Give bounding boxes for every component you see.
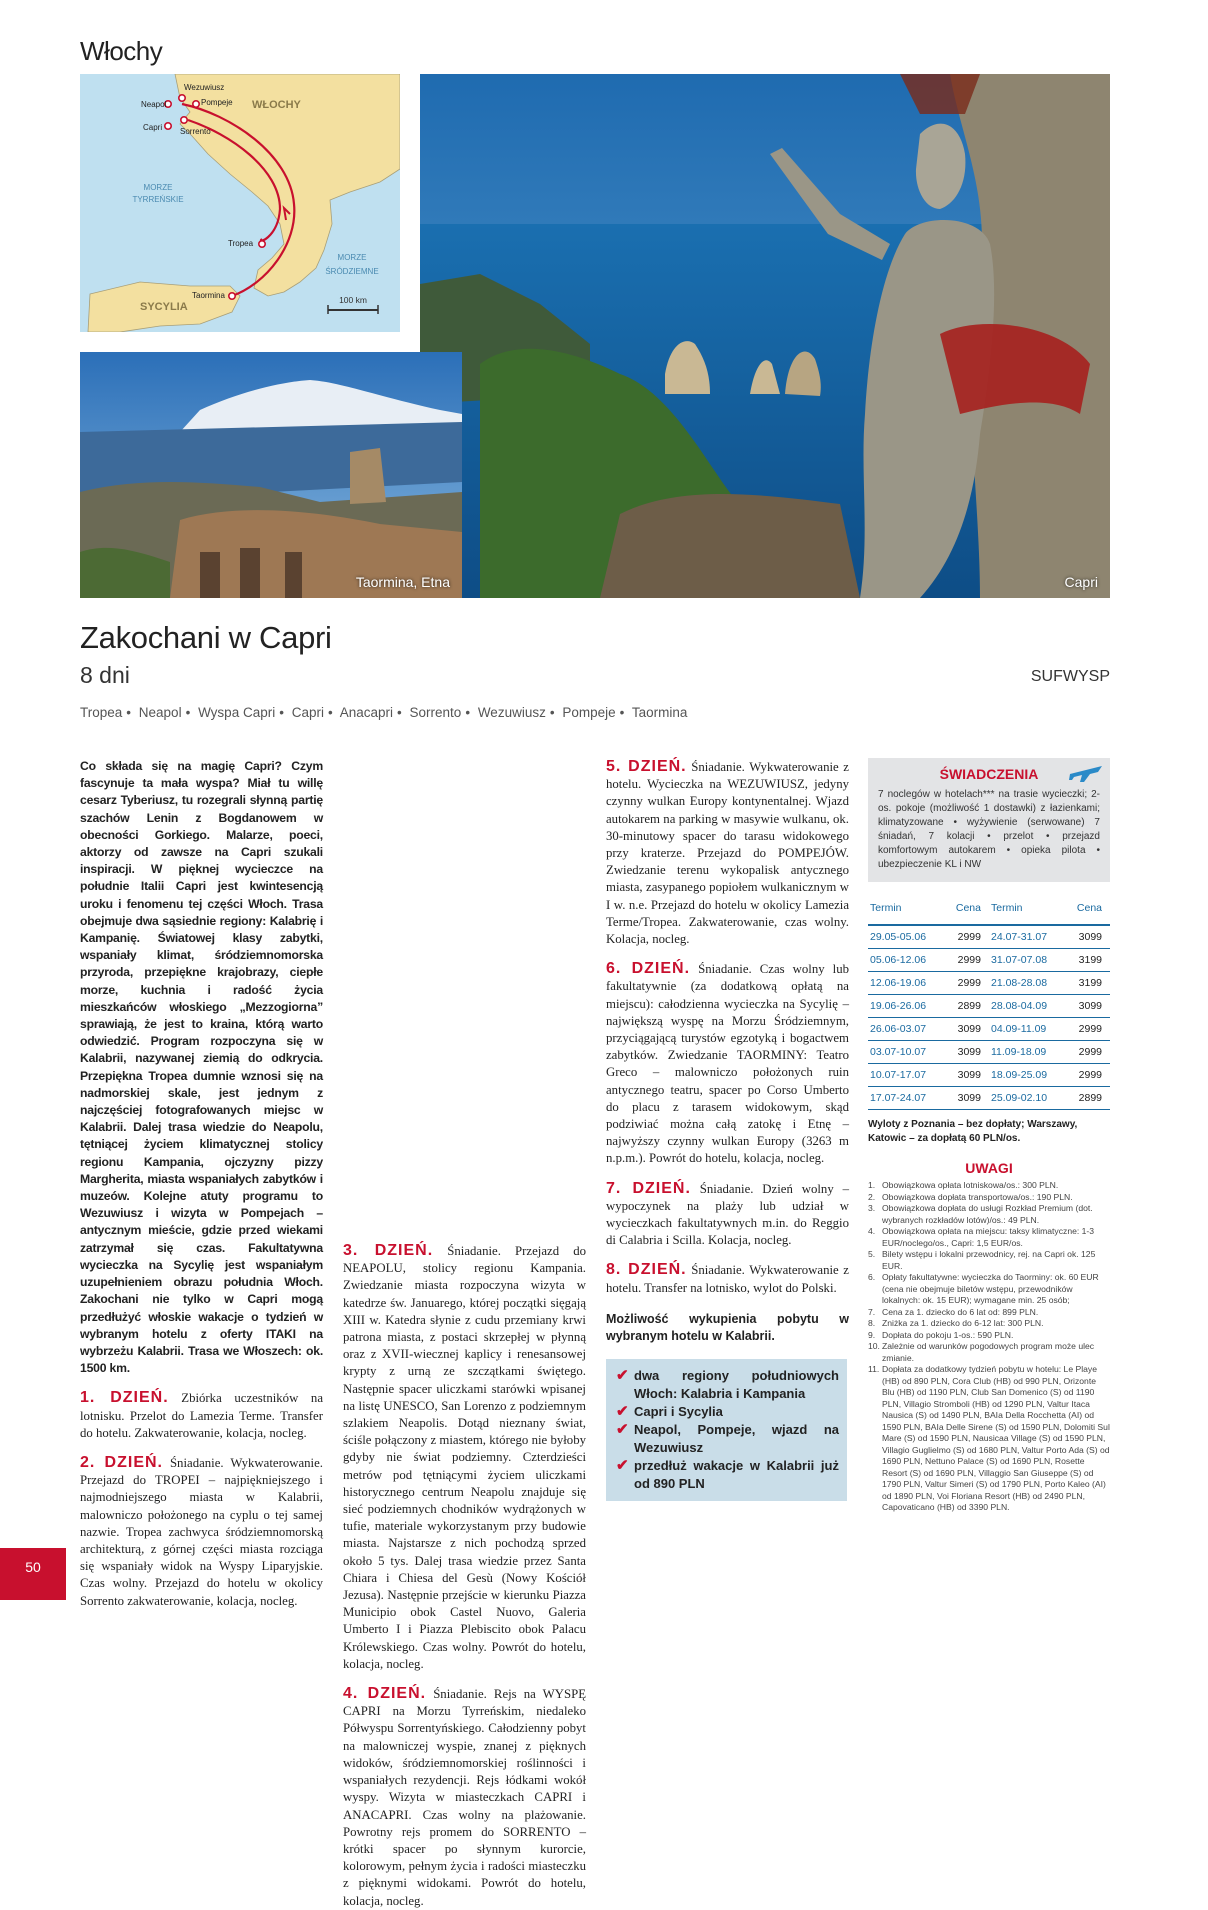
sidebar bbox=[868, 758, 1110, 1514]
table-row: 29.05-05.06 2999 24.07-31.07 3099 bbox=[868, 925, 1110, 949]
list-item: 8. Zniżka za 1. dziecko do 6-12 lat: 300 PLN. bbox=[868, 1318, 1044, 1328]
route-stop: Anacapri bbox=[339, 705, 394, 720]
map-city-sorrento: Sorrento bbox=[180, 127, 211, 136]
intro-text: Co składa się na magię Capri? Czym fascynuje ta mała wyspa? Miał tu willę cesarz Tyberiusz, tu rozegrali słynną partię szachów Lenin z Bogdanowem w obecności Gorkiego. Malarze, poeci, aktorzy od zawsze na Capri szukali inspiracji. W pięknej wycieczce na południe Italii Capri jest kwintesencją uroku i fenomenu tej części Włoch. Trasa obejmuje dwa sąsiednie regiony: Kalabrię i Kampanię. Światowej klasy zabytki, wspaniały klimat, śródziemnomorska przyroda, przepiękne krajobrazy, ciepłe morze, kuchnia i radość życia mieszkańców włoskiego „Mezzogiorna” sprawiają, że jest to kraina, którą warto odwiedzić. Program rozpoczyna się w Kalabrii, nazywanej ziemią do odkrycia. Przepiękna Tropea dumnie wznosi się na nadmorskiej skale, jest jednym z najczęściej fotografowanych miejsc w Kalabrii. Dalej trasa wiedzie do Neapolu, tętniącej życiem klimatycznej stolicy regionu Kampania, ojczyzny pizzy Margherita, miasta wspaniałych zabytków i muzeów. Kolejne atuty programu to Wezuwiusz i wizyta w Pompejach – antycznym mieście, gdzie przed wiekami zatrzymał się czas. Fakultatywna wycieczka na Sycylię jest wspaniałym uzupełnieniem obrazu południa Włoch. Zakochani nie tylko w Capri mogą przedłużyć włoskie wakacje o tydzień w wybranym hotelu z oferty ITAKI na wybrzeżu Kalabrii. Trasa we Włoszech: ok. 1500 km. bbox=[80, 759, 323, 1376]
day-label: 3. DZIEŃ. bbox=[343, 1242, 434, 1259]
map-city-pompeje: Pompeje bbox=[201, 98, 233, 107]
highlights-box bbox=[606, 1359, 847, 1501]
map-label-sea-mediterranean-1: MORZE bbox=[337, 253, 367, 262]
day-label: 4. DZIEŃ. bbox=[343, 1685, 427, 1703]
map-city-neapol: Neapol bbox=[141, 100, 167, 109]
list-item: 9. Dopłata do pokoju 1-os.: 590 PLN. bbox=[868, 1329, 1014, 1340]
route-stop: Wezuwiusz bbox=[477, 705, 546, 720]
plane-icon bbox=[1068, 762, 1104, 784]
list-item: 7. Cena za 1. dziecko do 6 lat od: 899 PLN. bbox=[868, 1306, 1039, 1317]
map-graphic bbox=[80, 74, 400, 332]
map-label-island: SYCYLIA bbox=[140, 301, 188, 313]
day-7: 7. DZIEŃ. Śniadanie. Dzień wolny – wypoczynek na plaży lub udział w wycieczkach fakultatywnych m.in. do Reggio di Calabria i Scilla. Kolacja, nocleg. bbox=[606, 1179, 849, 1248]
list-item: 6. Opłaty fakultatywne: wycieczka do Taorminy: ok. 60 EUR (cena nie obejmuje biletów wstępu, przewodników lokalnych: ok. 15 EUR); wymagane min. 25 osób; bbox=[868, 1272, 1099, 1305]
day-5: 5. DZIEŃ. Śniadanie. Wykwaterowanie z hotelu. Wycieczka na WEZUWIUSZ, jedyny czynny wulkan Europy kontynentalnej. Wjazd autokarem na parking w masywie wulkanu, ok. 30-minutowy spacer do tarasu widokowego przy kraterze. Przejazd do POMPEJÓW. Zwiedzanie terenu wykopalisk antycznego miasta, zasypanego popiołem wulkanicznym w I w. n.e. Przejazd do hotelu w okolicy Lamezia Terme/Tropea. Zakwaterowanie, czas wolny. Kolacja, nocleg. bbox=[606, 758, 849, 947]
day-8: 8. DZIEŃ. Śniadanie. Wykwaterowanie z hotelu. Transfer na lotnisko, wylot do Polski. bbox=[606, 1261, 849, 1295]
price-table bbox=[868, 898, 1110, 1110]
tour-route: Tropea • Neapol • Wyspa Capri • Capri • Anacapri • Sorrento • Wezuwiusz • Pompeje • Taormina bbox=[80, 705, 688, 720]
day-2: 2. DZIEŃ. Śniadanie. Wykwaterowanie. Przejazd do TROPEI – najpiękniejszego i najmodniejszego miasta w Kalabrii, malowniczo położonego na cyplu o tej samej nazwie. Tropea zachwyca śródziemnomorską architekturą, z górnej części miasta rozciąga się wspaniały widok na Wyspy Liparyjskie. Czas wolny. Przejazd do hotelu w okolicy Sorrento zakwaterowanie, kolacja, nocleg. bbox=[80, 1453, 323, 1608]
day-3: 3. DZIEŃ. Śniadanie. Przejazd do NEAPOLU, stolicy regionu Kampania. Zwiedzanie miasta rozpoczyna wizyta w katedrze św. Januarego, której początki sięgają XIII w. Katedra słynie z cudu przemiany krwi patrona miasta, z postaci skrzepłej w płynną oraz z XVII-wiecznej kaplicy i renesansowej krypty z urną ze szczątkami świętego. Następnie spacer uliczkami starówki wpisanej na listę UNESCO, San Lorenzo z podziemnym szlakiem Neapolis. Dotąd nieznany świat, ściśle połączony z miastem, którego nie byłoby gdyby nie świat podziemny. Czterdzieści metrów pod tętniącymi życiem uliczkami historycznego centrum Neapolu znajduje się sieć podziemnych chodników wydrążonych w tufie, materiale wykorzystanym przy budowie miasta. Najstarsze z nich pochodzą sprzed około 5 tys. Dalej trasa wiedzie przez Santa Chiara i Chiesa del Gesù (Nowy Kościół Jezusa). Następnie przejście w kierunku Piazza Municipio obok Castel Nuovo, Galeria Umberto I i Piazza Plebiscito obok Palacu Królewskiego. Czas wolny. Powrót do hotelu, kolacja, nocleg. bbox=[343, 1242, 586, 1671]
section-title: Włochy bbox=[80, 36, 163, 66]
photo-taormina bbox=[80, 352, 462, 598]
departures-note: Wyloty z Poznania – bez dopłaty; Warszawy, Katowic – za dopłatą 60 PLN/os. bbox=[868, 1119, 1078, 1144]
day-label: 1. DZIEŃ. bbox=[80, 1389, 169, 1407]
list-item: 10. Zależnie od warunków pogodowych program może ulec zmianie. bbox=[868, 1341, 1095, 1363]
map-label-sea-tyrrhenian-2: TYRREŃSKIE bbox=[132, 195, 184, 204]
table-row: 12.06-19.06 2999 21.08-28.08 3199 bbox=[868, 972, 1110, 995]
map-label-country: WŁOCHY bbox=[252, 99, 301, 111]
route-stop: Pompeje bbox=[562, 705, 616, 720]
map-label-sea-tyrrhenian-1: MORZE bbox=[143, 183, 173, 192]
list-item: 5. Bilety wstępu i lokalni przewodnicy, rej. na Capri ok. 125 EUR. bbox=[868, 1249, 1096, 1271]
day-label: 5. DZIEŃ. bbox=[606, 758, 687, 775]
route-stop: Neapol bbox=[138, 705, 182, 720]
map-city-taormina: Taormina bbox=[192, 291, 225, 300]
day-4: 4. DZIEŃ. Śniadanie. Rejs na WYSPĘ CAPRI na Morzu Tyrreńskim, niedaleko Półwyspu Sorrentyńskiego. Całodzienny pobyt na malowniczej wyspie, znanej z pięknych widoków, śródziemnomorskiej roślinności i wspaniałych rezydencji. Rejs łódkami wokół wyspy. Wizyta w miasteczkach CAPRI i ANACAPRI. Czas wolny na plażowanie. Powrotny rejs promem do SORRENTO – krótki spacer po słynnym kurorcie, kolorowym, pełnym życia i radości miasteczku z pięknymi widokami. Powrót do hotelu, kolacja, nocleg. bbox=[343, 1685, 587, 1908]
benefits-title: ŚWIADCZENIA bbox=[939, 766, 1039, 782]
map-city-wezuwiusz: Wezuwiusz bbox=[184, 83, 225, 92]
checkmark-icon: ✔ bbox=[616, 1456, 629, 1474]
map-label-sea-mediterranean-2: ŚRÓDZIEMNE bbox=[325, 267, 379, 276]
highlight-item: ✔ Capri i Sycylia bbox=[616, 1402, 723, 1420]
list-item: 1. Obowiązkowa opłata lotniskowa/os.: 300 PLN. bbox=[868, 1180, 1059, 1190]
column-2 bbox=[343, 1230, 586, 1910]
photo-capri bbox=[420, 74, 1110, 598]
tour-duration: 8 dni bbox=[80, 662, 130, 688]
column-1 bbox=[80, 758, 323, 1610]
highlight-item: ✔ dwa regiony południowych Włoch: Kalabria i Kampania bbox=[616, 1366, 839, 1401]
notes-title: UWAGI bbox=[965, 1160, 1013, 1176]
photo-capri-caption: Capri bbox=[1064, 574, 1098, 590]
tour-title: Zakochani w Capri bbox=[80, 620, 332, 655]
route-stop: Taormina bbox=[631, 705, 688, 720]
day-label: 7. DZIEŃ. bbox=[606, 1179, 691, 1197]
benefits-box bbox=[868, 758, 1110, 882]
highlight-item: ✔ przedłuż wakacje w Kalabrii już od 890 PLN bbox=[616, 1456, 839, 1491]
map-city-tropea: Tropea bbox=[228, 239, 254, 248]
route-stop: Capri bbox=[291, 705, 324, 720]
table-row: 03.07-10.07 3099 11.09-18.09 2999 bbox=[868, 1041, 1110, 1064]
page-number: 50 bbox=[0, 1548, 66, 1600]
list-item: 2. Obowiązkowa dopłata transportowa/os.: 190 PLN. bbox=[868, 1191, 1073, 1202]
map-label-scale: 100 km bbox=[339, 295, 367, 305]
table-row: 05.06-12.06 2999 31.07-07.08 3199 bbox=[868, 949, 1110, 972]
extension-note: Możliwość wykupienia pobytu w wybranym hotelu w Kalabrii. bbox=[606, 1311, 849, 1343]
table-row: 10.07-17.07 3099 18.09-25.09 2999 bbox=[868, 1064, 1110, 1087]
table-row: 19.06-26.06 2899 28.08-04.09 3099 bbox=[868, 995, 1110, 1018]
day-6: 6. DZIEŃ. Śniadanie. Czas wolny lub fakultatywnie (za dodatkową opłatą na miejscu): całodzienna wycieczka na Sycylię – największą wyspę na Morzu Śródziemnym, przyciągającą turystów egzotyką i bogactwem zabytków. Zwiedzanie TAORMINY: Teatro Greco – malowniczo położonych ruin antycznego teatru, spacer po Corso Umberto do placu z tarasem widokowym, skąd podziwiać można całą zatokę i Etnę – najwyższy czynny wulkan Europy (3263 m n.p.m.). Powrót do hotelu, kolacja, nocleg. bbox=[606, 960, 850, 1166]
checkmark-icon: ✔ bbox=[616, 1402, 629, 1420]
day-1: 1. DZIEŃ. Zbiórka uczestników na lotnisku. Przelot do Lamezia Terme. Transfer do hotelu. Zakwaterowanie, kolacja, nocleg. bbox=[80, 1389, 324, 1440]
route-stop: Sorrento bbox=[409, 705, 462, 720]
day-label: 2. DZIEŃ. bbox=[80, 1453, 163, 1471]
list-item: 4. Obowiązkowa opłata na miejscu: taksy klimatyczne: 1-3 EUR/noclego/os., Capri: 1,5 EUR/os. bbox=[868, 1226, 1095, 1248]
day-label: 8. DZIEŃ. bbox=[606, 1261, 687, 1279]
route-stop: Wyspa Capri bbox=[198, 705, 276, 720]
price-table-header: Termin Cena Termin Cena bbox=[868, 898, 1110, 925]
route-map bbox=[80, 74, 400, 332]
notes-list bbox=[868, 1180, 1110, 1514]
highlight-item: ✔ Neapol, Pompeje, wjazd na Wezuwiusz bbox=[616, 1420, 839, 1455]
tour-code: SUFWYSP bbox=[1030, 668, 1110, 685]
route-stop: Tropea bbox=[80, 705, 123, 720]
benefits-text: 7 noclegów w hotelach*** na trasie wycieczki; 2-os. pokoje (możliwość 1 dostawki) z łazienkami; klimatyzowane • wyżywienie (serwowane) 7 śniadań, 7 kolacji • przelot • przejazd komfortowym autokarem • opieka pilota • ubezpieczenie KL i NW bbox=[878, 789, 1100, 870]
list-item: 11. Dopłata za dodatkowy tydzień pobytu w hotelu: Le Playe (HB) od 890 PLN, Cora Club (HB) od 990 PLN, Orizonte Blu (HB) od 1190 PLN, Club San Domenico (S) od 1190 PLN, Villagio Stromboli (HB) od 1290 PLN, Valtur Itaca Nausica (S) od 1490 PLN, BAIa Della Rocchetta (AI) od 1590 PLN, BAIa Delle Sirene (S) od 1590 PLN, Dolomiti Sul Mare (S) od 1590 PLN, Nausicaa Village (S) od 1590 PLN, Villagio Guglielmo (S) od 1680 PLN, Valtur Porto Ada (S) od 1690 PLN, Nettuno Palace (S) od 1690 PLN, Rosette Resort (S) od 1690 PLN, Villaggio San Giuseppe (S) od 1790 PLN, Valtur Simeri (S) od 1790 PLN, Porto Kaleo (AI) od 1890 PLN, Voi Floriana Resort (HB) od 2490 PLN, Capovaticano (HB) od 3390 PLN. bbox=[868, 1364, 1110, 1512]
checkmark-icon: ✔ bbox=[616, 1366, 629, 1384]
checkmark-icon: ✔ bbox=[616, 1420, 629, 1438]
list-item: 3. Obowiązkowa dopłata do usługi Rozkład Premium (dot. wybranych rozkładów lotów)/os.: 49 PLN. bbox=[868, 1203, 1093, 1225]
table-row: 17.07-24.07 3099 25.09-02.10 2899 bbox=[868, 1087, 1110, 1110]
day-label: 6. DZIEŃ. bbox=[606, 960, 691, 978]
table-row: 26.06-03.07 3099 04.09-11.09 2999 bbox=[868, 1018, 1110, 1041]
column-3 bbox=[606, 746, 849, 1501]
map-city-capri: Capri bbox=[143, 123, 163, 132]
photo-taormina-caption: Taormina, Etna bbox=[355, 574, 450, 590]
